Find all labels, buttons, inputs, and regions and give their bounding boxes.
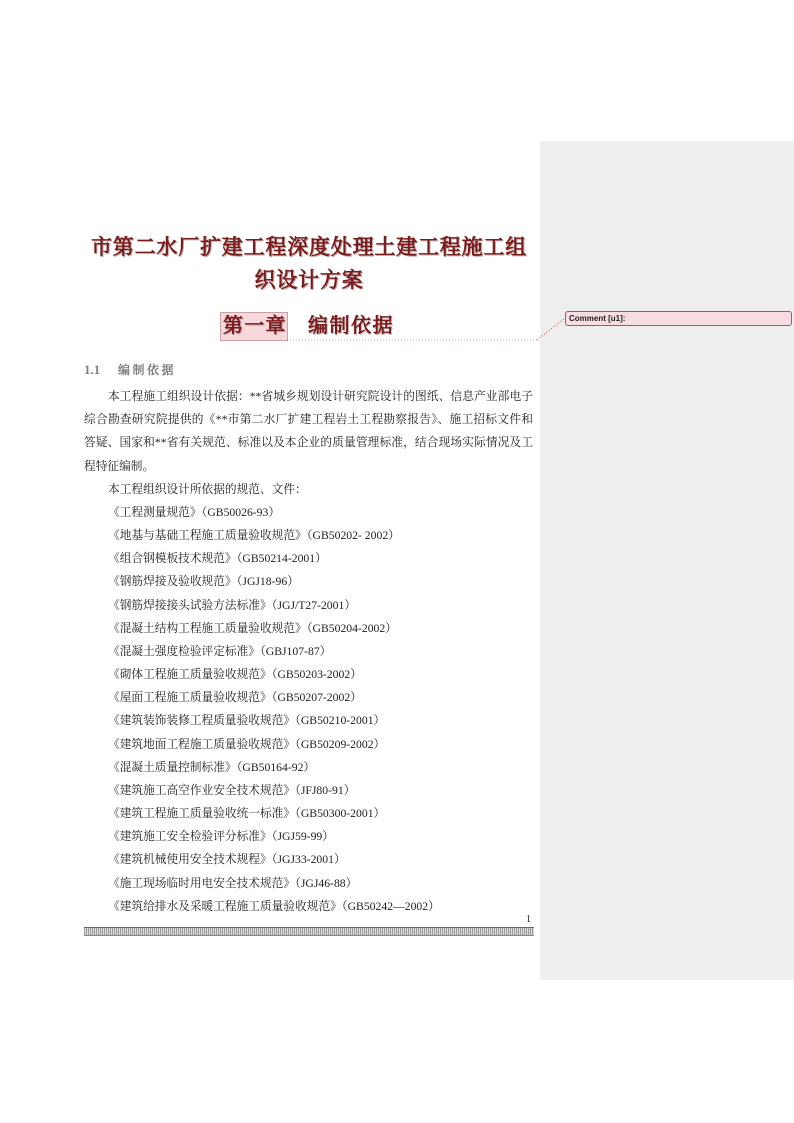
reference-item: 《屋面工程施工质量验收规范》（GB50207-2002） (108, 691, 362, 705)
reference-item: 《建筑机械使用安全技术规程》（JGJ33-2001） (108, 853, 346, 867)
section-number: 1.1 (84, 362, 101, 377)
reference-item: 《建筑施工安全检验评分标准》（JGJ59-99） (108, 830, 334, 844)
paragraph-line: 程特征编制。 (84, 459, 155, 473)
document-title (84, 231, 534, 297)
page-number: 1 (526, 914, 531, 925)
reference-item: 《建筑施工高空作业安全技术规范》（JFJ80-91） (108, 783, 356, 797)
comment-markup-pane (540, 141, 794, 980)
reference-item: 《建筑工程施工质量验收统一标准》（GB50300-2001） (108, 807, 386, 821)
reference-item: 《建筑装饰装修工程质量验收规范》（GB50210-2001） (108, 714, 386, 728)
section-heading (84, 361, 384, 379)
reference-item: 《建筑地面工程施工质量验收规范》（GB50209-2002） (108, 737, 386, 751)
paragraph-line: 综合勘查研究院提供的《**市第二水厂扩建工程岩土工程勘察报告》、施工招标文件和 (84, 413, 533, 427)
reference-item: 《建筑给排水及采暖工程施工质量验收规范》（GB50242—2002） (108, 899, 440, 913)
reference-item: 《组合钢模板技术规范》（GB50214-2001） (108, 552, 327, 566)
paragraph-line: 答疑、国家和**省有关规范、标准以及本企业的质量管理标准，结合现场实际情况及工 (84, 436, 533, 450)
body-text (84, 385, 533, 918)
reference-item: 《工程测量规范》（GB50026-93） (108, 505, 281, 519)
title-line: 织设计方案 (254, 268, 364, 292)
reference-item: 《混凝土结构工程施工质量验收规范》（GB50204-2002） (108, 621, 397, 635)
reference-item: 《钢筋焊接接头试验方法标准》（JGJ/T27-2001） (108, 598, 357, 612)
reference-item: 《砌体工程施工质量验收规范》（GB50203-2002） (108, 668, 362, 682)
reference-item: 《地基与基础工程施工质量验收规范》（GB50202- 2002） (108, 529, 400, 543)
comment-balloon[interactable]: Comment [u1]: (565, 311, 792, 326)
title-line: 市第二水厂扩建工程深度处理土建工程施工组 (91, 235, 527, 259)
chapter-title: 编制依据 (308, 315, 394, 337)
list-intro: 本工程组织设计所依据的规范、文件： (108, 482, 307, 496)
reference-item: 《混凝土质量控制标准》（GB50164-92） (108, 760, 316, 774)
reference-item: 《混凝土强度检验评定标准》（GBJ107-87） (108, 644, 332, 658)
paragraph-line: 本工程施工组织设计依据：**省城乡规划设计研究院设计的图纸、信息产业部电子 (108, 390, 533, 403)
section-title: 编制依据 (118, 363, 177, 377)
reference-item: 《钢筋焊接及验收规范》（JGJ18-96） (108, 575, 299, 589)
reference-item: 《施工现场临时用电安全技术规范》（JGJ46-88） (108, 876, 358, 890)
chapter-number-commented[interactable]: 第一章 (220, 312, 288, 341)
footer-rule (84, 927, 534, 936)
